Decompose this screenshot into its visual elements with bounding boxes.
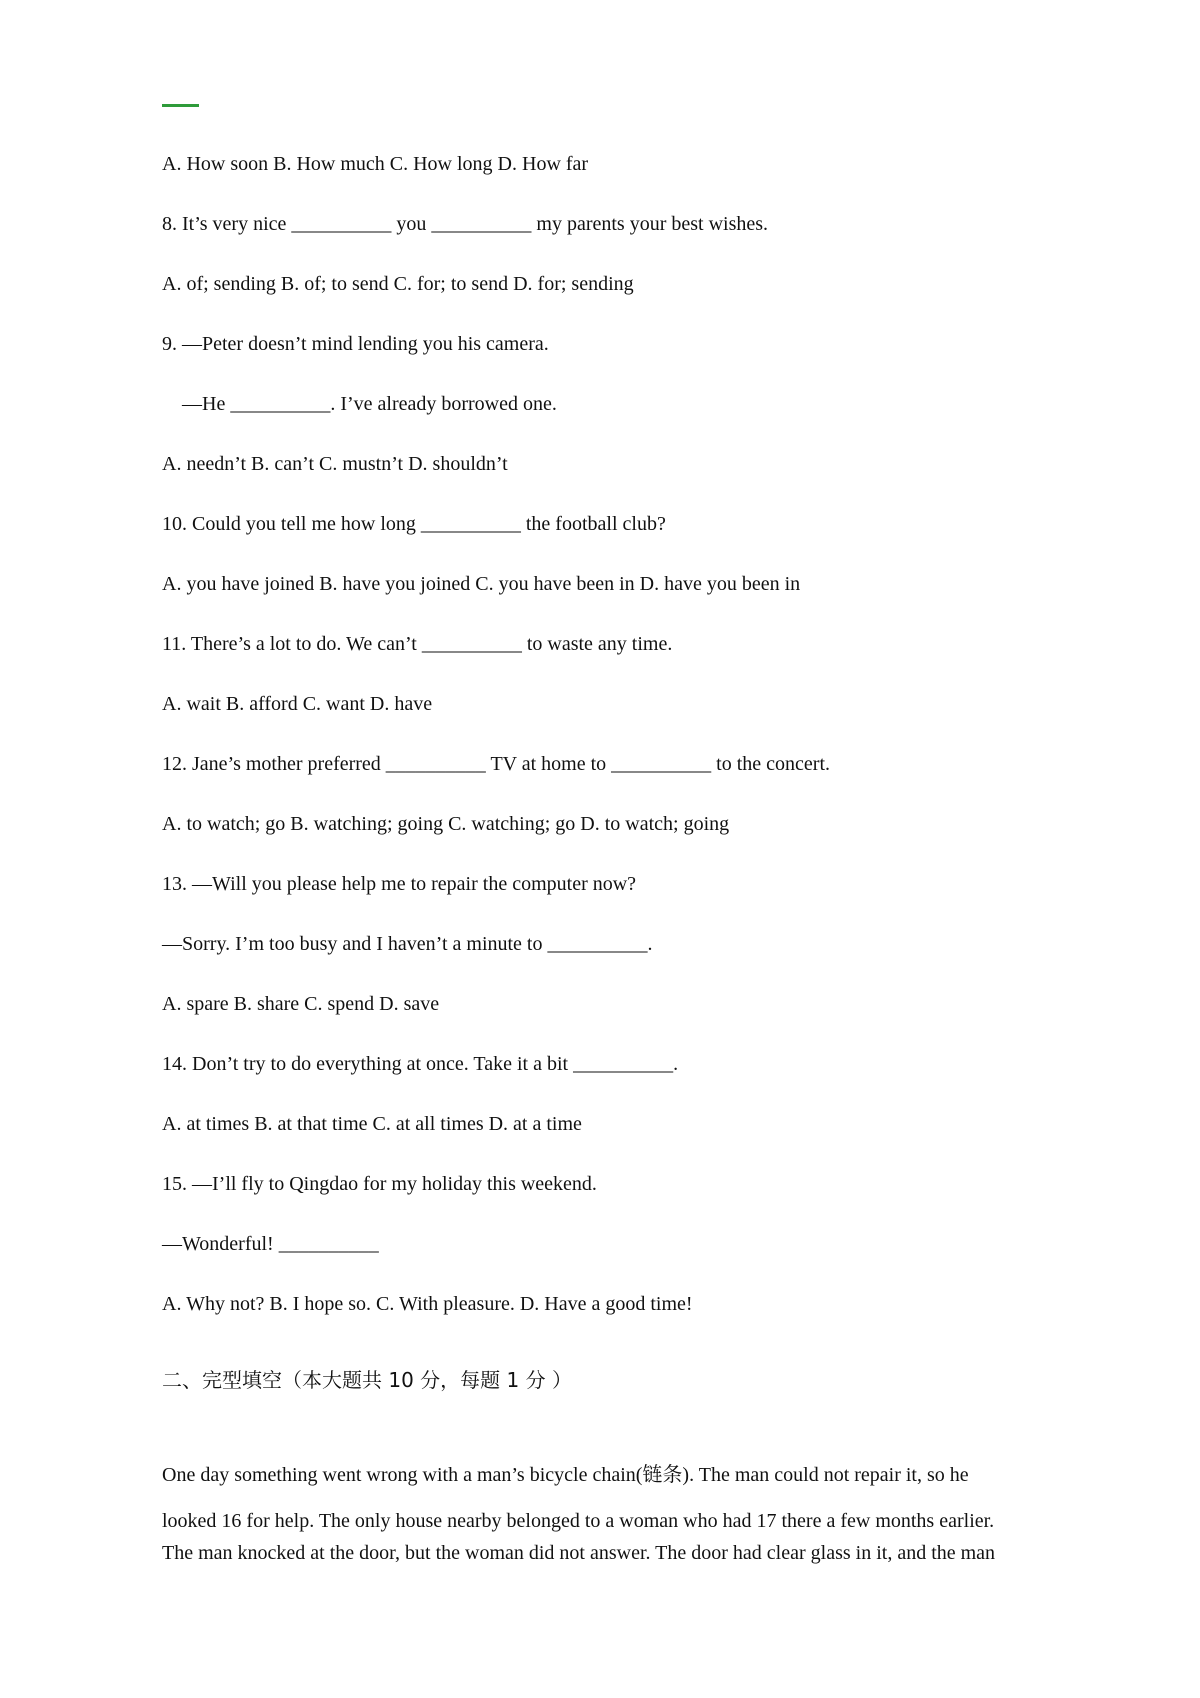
q10-question: 10. Could you tell me how long __________ the football club? <box>162 513 666 535</box>
passage-line-3: The man knocked at the door, but the woman did not answer. The door had clear glass in it, and the man <box>162 1542 996 1564</box>
q15-options: A. Why not? B. I hope so. C. With pleasure. D. Have a good time! <box>162 1293 693 1315</box>
answer-mark <box>162 104 199 107</box>
passage-line-1: One day something went wrong with a man’s bicycle chain(链条). The man could not repair it, so he <box>162 1464 969 1486</box>
q15-reply: —Wonderful! __________ <box>162 1233 379 1255</box>
q15-question: 15. —I’ll fly to Qingdao for my holiday this weekend. <box>162 1173 597 1195</box>
q9-question: 9. —Peter doesn’t mind lending you his camera. <box>162 333 549 355</box>
passage-line-2: looked 16 for help. The only house nearby belonged to a woman who had 17 there a few months earlier. <box>162 1510 995 1532</box>
q9-reply: —He __________. I’ve already borrowed one. <box>182 393 557 415</box>
q14-question: 14. Don’t try to do everything at once. Take it a bit __________. <box>162 1053 679 1075</box>
q12-question: 12. Jane’s mother preferred __________ TV at home to __________ to the concert. <box>162 753 830 775</box>
q7-options: A. How soon B. How much C. How long D. How far <box>162 153 589 175</box>
q14-options: A. at times B. at that time C. at all times D. at a time <box>162 1113 582 1135</box>
q13-options: A. spare B. share C. spend D. save <box>162 993 440 1015</box>
q8-question: 8. It’s very nice __________ you __________ my parents your best wishes. <box>162 213 769 235</box>
q11-options: A. wait B. afford C. want D. have <box>162 693 433 715</box>
section-heading: 二、完型填空（本大题共 10 分，每题 1 分 ） <box>162 1368 572 1392</box>
q13-question: 13. —Will you please help me to repair the computer now? <box>162 873 637 895</box>
q13-reply: —Sorry. I’m too busy and I haven’t a minute to __________. <box>162 933 653 955</box>
q8-options: A. of; sending B. of; to send C. for; to send D. for; sending <box>162 273 634 295</box>
q9-options: A. needn’t B. can’t C. mustn’t D. shouldn’t <box>162 453 508 475</box>
q11-question: 11. There’s a lot to do. We can’t __________ to waste any time. <box>162 633 673 655</box>
q10-options: A. you have joined B. have you joined C. you have been in D. have you been in <box>162 573 801 595</box>
q12-options: A. to watch; go B. watching; going C. watching; go D. to watch; going <box>162 813 730 835</box>
